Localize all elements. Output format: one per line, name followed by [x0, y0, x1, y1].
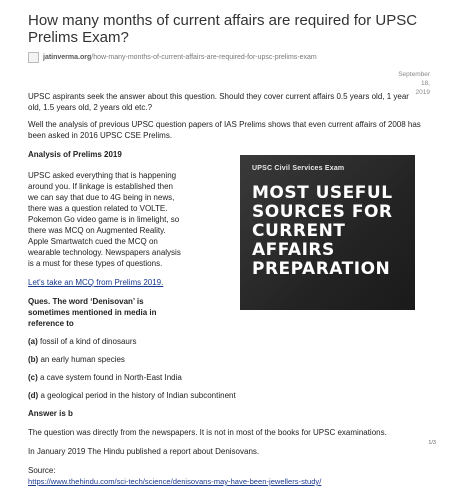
- document-page: [28, 12, 424, 487]
- intro-paragraph: UPSC aspirants seek the answer about this question. Should they cover current affairs 0.5 years old, 1 year old, 1.5 years old, 2 years old etc.?: [28, 92, 409, 112]
- question-line: Ques. The word ‘Denisovan’ is: [28, 297, 144, 306]
- analysis-line: is a must for these types of questions.: [28, 259, 163, 268]
- newspaper-note: The question was directly from the newspapers. It is not in most of the books for UPSC examinations.: [28, 428, 387, 437]
- analysis-text: [28, 170, 218, 269]
- poster-line: SOURCES FOR: [252, 202, 393, 222]
- analysis-line: there was a question related to VOLTE.: [28, 204, 168, 213]
- page-number: 1/3: [428, 440, 436, 446]
- analysis-line: UPSC asked everything that is happening: [28, 171, 177, 180]
- question-line: sometimes mentioned in media in: [28, 308, 157, 317]
- analysis-line: wearable technology. Newspapers analysis: [28, 248, 181, 257]
- analysis-heading: Analysis of Prelims 2019: [28, 150, 122, 159]
- source-label: Source:: [28, 466, 56, 475]
- question-line: reference to: [28, 319, 74, 328]
- poster-line: PREPARATION: [252, 259, 391, 279]
- url-path[interactable]: /how-many-months-of-current-affairs-are-required-for-upsc-prelims-exam: [91, 54, 317, 61]
- poster-line: CURRENT: [252, 221, 346, 241]
- poster-top-label: UPSC Civil Services Exam: [252, 165, 345, 172]
- analysis-line: Pokemon Go video game is in limelight, so: [28, 215, 180, 224]
- options-list: [28, 336, 424, 401]
- option-b: (b) an early human species: [28, 355, 125, 364]
- analysis-line: there was MCQ on Augmented Reality.: [28, 226, 166, 235]
- poster-line: AFFAIRS: [252, 240, 335, 260]
- option-a: (a) fossil of a kind of dinosaurs: [28, 337, 137, 346]
- post-date: September 18, 2019: [398, 71, 430, 96]
- mcq-link[interactable]: Let's take an MCQ from Prelims 2019.: [28, 278, 164, 287]
- favicon-icon: [28, 52, 39, 63]
- analysis-paragraph: Well the analysis of previous UPSC question papers of IAS Prelims shows that even current affairs of 2008 has been asked in 2016 UPSC CSE Prelims.: [28, 120, 421, 140]
- option-c: (c) a cave system found in North-East India: [28, 373, 182, 382]
- poster-image: [240, 155, 415, 310]
- answer-line: Answer is b: [28, 409, 73, 418]
- analysis-section: [28, 149, 424, 329]
- option-d: (d) a geological period in the history of Indian subcontinent: [28, 391, 236, 400]
- url-host[interactable]: jatinverma.org: [43, 54, 92, 61]
- poster-headline: [252, 184, 403, 279]
- hindu-note: In January 2019 The Hindu published a report about Denisovans.: [28, 447, 260, 456]
- analysis-line: we can say that due to 4G being in news,: [28, 193, 175, 202]
- source-link[interactable]: https://www.thehindu.com/sci-tech/science/denisovans-may-have-been-jewellers-study/: [28, 477, 322, 486]
- article-title: How many months of current affairs are required for UPSC Prelims Exam?: [28, 12, 418, 46]
- poster-line: MOST USEFUL: [252, 183, 393, 203]
- analysis-left-column: [28, 149, 218, 329]
- analysis-line: around you. If linkage is established then: [28, 182, 173, 191]
- source-url-row: [28, 52, 424, 63]
- analysis-line: Apple Smartwatch cued the MCQ on: [28, 237, 158, 246]
- question-block: [28, 296, 218, 329]
